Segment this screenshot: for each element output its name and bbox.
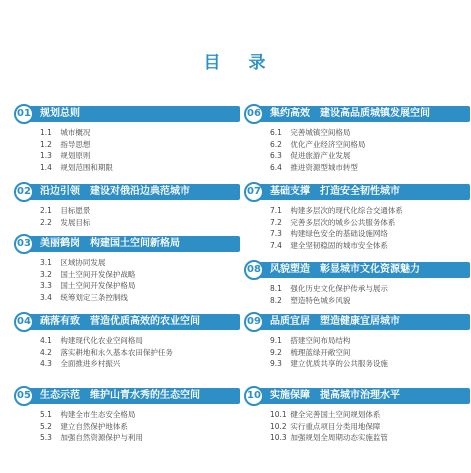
toc-item-number: 7.1 (270, 206, 282, 215)
section-header (244, 260, 470, 280)
toc-item[interactable] (270, 228, 470, 240)
toc-item[interactable] (40, 292, 240, 304)
toc-item[interactable] (40, 217, 240, 229)
toc-item-number: 2.1 (40, 206, 52, 215)
toc-item-text: 区域协同发展 (60, 258, 106, 267)
section-number-badge: 03 (14, 234, 34, 254)
section-title: 集约高效 建设高品质城镇发展空间 (270, 108, 430, 119)
section-item-list (14, 409, 240, 444)
toc-item-number: 3.2 (40, 269, 52, 279)
section-number-badge: 09 (244, 312, 264, 332)
toc-item-text: 构建绿色安全的基础设施网络 (290, 229, 388, 239)
section-title: 风貌塑造 彰显城市文化资源魅力 (270, 264, 420, 275)
toc-item-text: 国土空间开发保护战略 (60, 269, 136, 279)
section-header (14, 312, 240, 332)
section-title: 基础支撑 打造安全韧性城市 (270, 186, 400, 197)
toc-item-text: 国土空间开发保护格局 (60, 281, 136, 291)
toc-item-number: 1.1 (40, 128, 52, 137)
toc-item[interactable] (270, 283, 470, 295)
toc-item[interactable] (270, 335, 470, 347)
toc-item-text: 构建全市生态安全格局 (60, 410, 136, 419)
toc-section (244, 386, 470, 444)
toc-item-text: 落实耕地和永久基本农田保护任务 (60, 347, 173, 357)
section-number-badge: 05 (14, 386, 34, 406)
section-item-list (14, 257, 240, 303)
toc-item-number: 5.3 (40, 433, 52, 443)
section-title: 疏落有致 营造优质高效的农业空间 (40, 316, 200, 327)
toc-item[interactable] (40, 162, 240, 174)
section-item-list (14, 127, 240, 173)
section-title: 品质宜居 塑造健康宜居城市 (270, 316, 400, 327)
toc-item-text: 构建多层次的现代化综合交通体系 (290, 206, 403, 215)
toc-item[interactable] (40, 205, 240, 217)
toc-item-number: 7.2 (270, 217, 282, 227)
toc-item[interactable] (40, 432, 240, 444)
section-number-badge: 06 (244, 104, 264, 124)
toc-item-number: 10.2 (270, 421, 287, 431)
toc-item-number: 2.2 (40, 217, 52, 227)
toc-item-text: 规划原则 (60, 151, 91, 161)
toc-section (14, 104, 240, 173)
toc-item-number: 6.2 (270, 139, 282, 149)
section-item-list (244, 335, 470, 370)
toc-item-number: 9.3 (270, 359, 282, 369)
toc-section (14, 234, 240, 303)
toc-item[interactable] (270, 240, 470, 252)
toc-item-text: 搭建空间布局结构 (290, 336, 351, 345)
section-item-list (14, 335, 240, 370)
toc-item[interactable] (40, 358, 240, 370)
toc-item-text: 建立优质共享的公共服务设施 (290, 359, 388, 369)
section-number-badge: 01 (14, 104, 34, 124)
toc-section (14, 182, 240, 228)
toc-section (244, 312, 470, 370)
toc-item-number: 9.1 (270, 336, 282, 345)
section-header (244, 182, 470, 202)
toc-item[interactable] (40, 150, 240, 162)
toc-item-text: 梳理蓝绿开敞空间 (290, 347, 351, 357)
toc-item-text: 城市概况 (60, 128, 91, 137)
toc-item-text: 构建现代化农业空间格局 (60, 336, 143, 345)
toc-item[interactable] (40, 280, 240, 292)
toc-item-number: 6.1 (270, 128, 282, 137)
toc-section (244, 182, 470, 251)
toc-item[interactable] (270, 421, 470, 433)
toc-item[interactable] (270, 150, 470, 162)
toc-item[interactable] (270, 205, 470, 217)
toc-item-number: 10.3 (270, 433, 287, 443)
section-number-badge: 10 (244, 386, 264, 406)
toc-item-text: 目标愿景 (60, 206, 91, 215)
toc-item-text: 实行重点项目分类用地保障 (290, 421, 381, 431)
toc-item-number: 5.1 (40, 410, 52, 419)
toc-item-text: 加强自然资源保护与利用 (60, 433, 143, 443)
toc-item-number: 6.4 (270, 162, 282, 172)
section-item-list (244, 283, 470, 306)
toc-item-text: 健全完善国土空间规划体系 (290, 410, 381, 419)
section-header (14, 386, 240, 406)
toc-item-number: 1.3 (40, 151, 52, 161)
toc-item[interactable] (270, 358, 470, 370)
section-title: 美丽鹤岗 构建国土空间新格局 (40, 238, 180, 249)
toc-item-number: 4.2 (40, 347, 52, 357)
toc-item[interactable] (40, 269, 240, 281)
toc-item-text: 全面推进乡村振兴 (60, 359, 121, 369)
toc-item[interactable] (270, 162, 470, 174)
toc-item-number: 3.1 (40, 258, 52, 267)
section-number-badge: 02 (14, 182, 34, 202)
toc-item-text: 完善多层次的城乡公共服务体系 (290, 217, 396, 227)
toc-item-number: 4.1 (40, 336, 52, 345)
section-header (244, 386, 470, 406)
toc-section (14, 386, 240, 444)
section-header (244, 312, 470, 332)
toc-item[interactable] (40, 257, 240, 269)
toc-item-number: 3.3 (40, 281, 52, 291)
toc-item[interactable] (270, 347, 470, 359)
toc-section (244, 260, 470, 306)
toc-item-number: 4.3 (40, 359, 52, 369)
toc-item-text: 强化历史文化保护传承与展示 (290, 284, 388, 293)
section-title: 实施保障 提高城市治理水平 (270, 390, 400, 401)
toc-item[interactable] (40, 335, 240, 347)
toc-item[interactable] (270, 127, 470, 139)
section-number-badge: 08 (244, 260, 264, 280)
toc-item-number: 9.2 (270, 347, 282, 357)
toc-item-text: 指导思想 (60, 139, 91, 149)
toc-item-text: 推进资源型城市转型 (290, 162, 358, 172)
toc-item-text: 规划范围和期限 (60, 162, 113, 172)
toc-item-text: 发展目标 (60, 217, 91, 227)
section-header (14, 182, 240, 202)
section-title: 生态示范 维护山青水秀的生态空间 (40, 390, 200, 401)
section-title: 规划总则 (40, 108, 80, 119)
toc-item[interactable] (40, 347, 240, 359)
section-item-list (244, 127, 470, 173)
toc-item-number: 1.4 (40, 162, 52, 172)
section-header (244, 104, 470, 124)
page-title (0, 48, 471, 73)
toc-item-number: 3.4 (40, 292, 52, 302)
section-header (14, 234, 240, 254)
section-number-badge: 04 (14, 312, 34, 332)
toc-item[interactable] (270, 432, 470, 444)
toc-item[interactable] (270, 295, 470, 307)
toc-item-text: 促进旅游产业发展 (290, 151, 351, 161)
toc-item-text: 塑造特色城乡风貌 (290, 295, 351, 305)
toc-item-text: 建全坚韧稳固的城市安全体系 (290, 240, 388, 250)
toc-item-number: 7.4 (270, 240, 282, 250)
toc-item-number: 10.1 (270, 410, 287, 419)
toc-item-number: 6.3 (270, 151, 282, 161)
toc-item[interactable] (40, 409, 240, 421)
toc-item[interactable] (40, 139, 240, 151)
toc-item-text: 加强规划全周期动态实施监管 (290, 433, 388, 443)
toc-item-number: 5.2 (40, 421, 52, 431)
section-title: 沿边引领 建设对俄沿边典范城市 (40, 186, 190, 197)
toc-item-number: 1.2 (40, 139, 52, 149)
title-char-2: 录 (248, 53, 268, 73)
toc-section (244, 104, 470, 173)
section-header (14, 104, 240, 124)
title-char-1: 目 (203, 53, 223, 73)
toc-item-text: 建立自然保护地体系 (60, 421, 128, 431)
toc-item[interactable] (40, 127, 240, 139)
toc-item-text: 完善城镇空间格局 (290, 128, 351, 137)
toc-item[interactable] (270, 139, 470, 151)
section-item-list (244, 409, 470, 444)
toc-section (14, 312, 240, 370)
toc-item-number: 8.1 (270, 284, 282, 293)
toc-item-text: 统筹划定三条控制线 (60, 292, 128, 302)
toc-item-number: 8.2 (270, 295, 282, 305)
toc-item-number: 7.3 (270, 229, 282, 239)
section-item-list (244, 205, 470, 251)
toc-item[interactable] (270, 217, 470, 229)
toc-item[interactable] (270, 409, 470, 421)
toc-item[interactable] (40, 421, 240, 433)
toc-item-text: 优化产业经济空间格局 (290, 139, 366, 149)
section-number-badge: 07 (244, 182, 264, 202)
section-item-list (14, 205, 240, 228)
